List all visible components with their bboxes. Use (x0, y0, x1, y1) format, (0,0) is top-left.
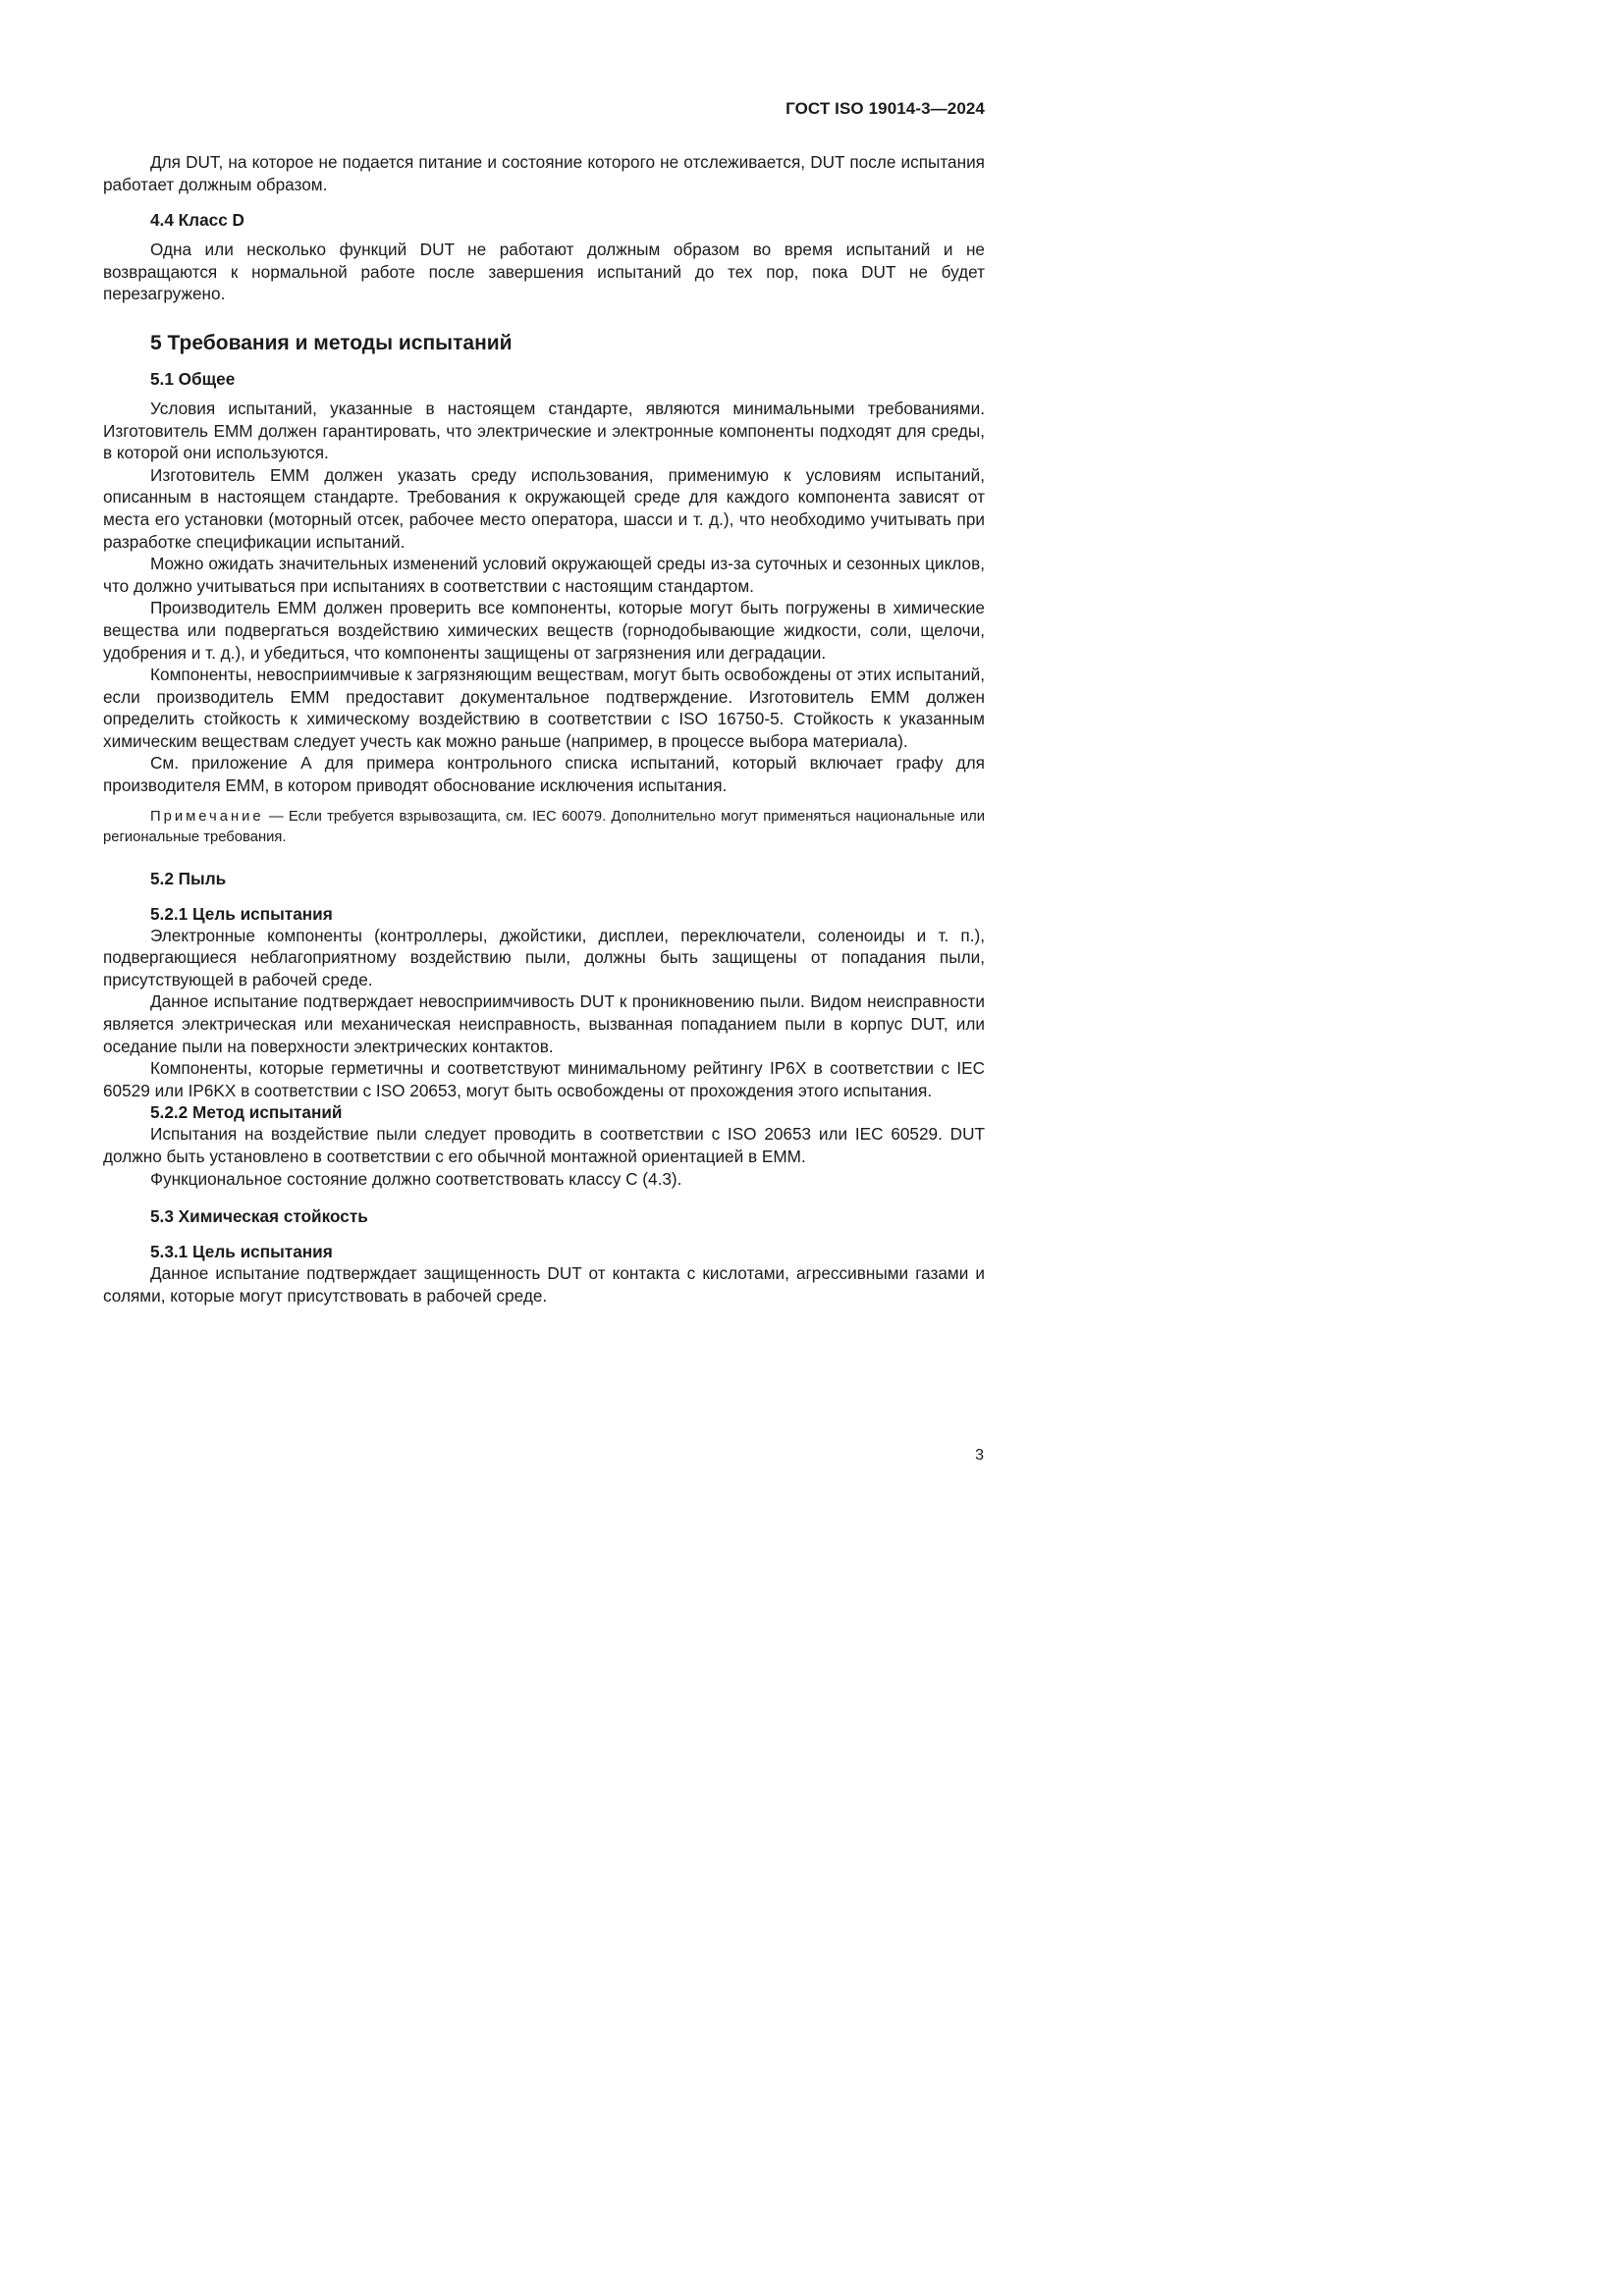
note-text: — Если требуется взрывозащита, см. IEC 60079. Дополнительно могут применяться национальные или региональные требования. (103, 808, 985, 845)
heading-5-2: 5.2 Пыль (150, 868, 227, 888)
paragraph-5-1-f: См. приложение А для примера контрольного списка испытаний, который включает графу для производителя ЕММ, в котором приводят обоснование исключения испытания. (103, 753, 985, 796)
heading-5-3: 5.3 Химическая стойкость (150, 1206, 368, 1227)
paragraph-5-2-1-b: Данное испытание подтверждает невосприимчивость DUT к проникновению пыли. Видом неисправности является электрическая или механическая неисправность, вызванная попаданием пыли в корпус DUT, или оседание пыли на поверхности электрических контактов. (103, 991, 985, 1056)
heading-5-2-1: 5.2.1 Цель испытания (150, 903, 333, 924)
heading-5-1: 5.1 Общее (150, 368, 236, 389)
paragraph-5-2-1-a: Электронные компоненты (контроллеры, джойстики, дисплеи, переключатели, соленоиды и т. п.), подвергающиеся неблагоприятному воздействию пыли, должны быть защищены от попадания пыли, присутствующей в рабочей среде. (103, 925, 985, 989)
heading-section-5: 5 Требования и методы испытаний (150, 331, 513, 354)
paragraph-5-2-1-c: Компоненты, которые герметичны и соответствуют минимальному рейтингу IP6X в соответствии с IEC 60529 или IP6KX в соответствии с ISO 20653, могут быть освобождены от прохождения этого испытания. (103, 1058, 985, 1100)
paragraph-5-2-2-a: Испытания на воздействие пыли следует проводить в соответствии с ISO 20653 или IEC 60529. DUT должно быть установлено в соответствии с его обычной монтажной ориентацией в ЕММ. (103, 1124, 985, 1166)
paragraph-5-1-a: Условия испытаний, указанные в настоящем стандарте, являются минимальными требованиями. Изготовитель ЕММ должен гарантировать, что электрические и электронные компоненты подходят для среды, в которой они используются. (103, 398, 985, 463)
document-body (103, 151, 985, 1307)
page-number: 3 (975, 1447, 984, 1464)
paragraph-5-1-d: Производитель ЕММ должен проверить все компоненты, которые могут быть погружены в химические вещества или подвергаться воздействию химических веществ (горнодобывающие жидкости, соли, щелочи, удобрения и т. д.), и убедиться, что компоненты защищены от загрязнения или деградации. (103, 598, 985, 663)
document-header-id: ГОСТ ISO 19014-3—2024 (785, 99, 985, 118)
paragraph-5-1-c: Можно ожидать значительных изменений условий окружающей среды из-за суточных и сезонных циклов, что должно учитываться при испытаниях в соответствии с настоящим стандартом. (103, 554, 985, 596)
paragraph-intro: Для DUT, на которое не подается питание и состояние которого не отслеживается, DUT после испытания работает должным образом. (103, 152, 985, 194)
heading-5-3-1: 5.3.1 Цель испытания (150, 1242, 333, 1262)
heading-4-4: 4.4 Класс D (150, 210, 244, 231)
paragraph-5-2-2-b: Функциональное состояние должно соответствовать классу С (4.3). (150, 1168, 682, 1189)
paragraph-5-1-b: Изготовитель ЕММ должен указать среду использования, применимую к условиям испытаний, описанным в настоящем стандарте. Требования к окружающей среде для каждого компонента зависят от места его установки (моторный отсек, рабочее место оператора, шасси и т. д.), что необходимо учитывать при разработке спецификации испытаний. (103, 464, 985, 552)
note-5-1 (103, 807, 985, 848)
paragraph-5-3-1-a: Данное испытание подтверждает защищенность DUT от контакта с кислотами, агрессивными газами и солями, которые могут присутствовать в рабочей среде. (103, 1263, 985, 1306)
paragraph-4-4: Одна или несколько функций DUT не работают должным образом во время испытаний и не возвращаются к нормальной работе после завершения испытаний до тех пор, пока DUT не будет перезагружено. (103, 240, 985, 304)
heading-5-2-2: 5.2.2 Метод испытаний (150, 1102, 343, 1123)
paragraph-5-1-e: Компоненты, невосприимчивые к загрязняющим веществам, могут быть освобождены от этих испытаний, если производитель ЕММ предоставит документальное подтверждение. Изготовитель ЕММ должен определить стойкость к химическому воздействию в соответствии с ISO 16750-5. Стойкость к указанным химическим веществам следует учесть как можно раньше (например, в процессе выбора материала). (103, 665, 985, 751)
note-label: Примечание (150, 808, 264, 825)
document-page (0, 0, 1082, 1530)
